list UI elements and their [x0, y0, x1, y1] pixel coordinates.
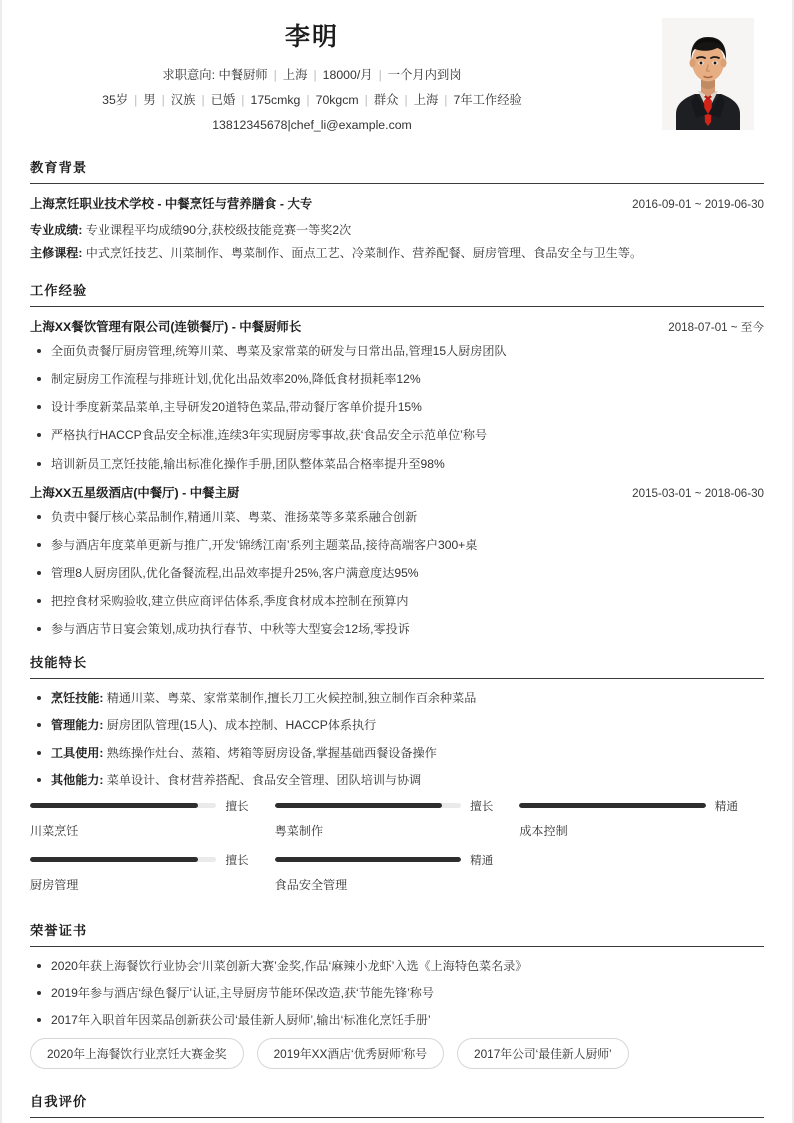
job-objective-label: 求职意向:: [162, 68, 216, 83]
work-bullet: 全面负责餐厅厨房管理,统筹川菜、粤菜及家常菜的研发与日常出品,管理15人厨房团队: [30, 342, 764, 360]
separator: |: [134, 93, 138, 108]
honor-tag[interactable]: 2020年上海餐饮行业烹饪大赛金奖: [30, 1038, 244, 1069]
skill-bar-track: [275, 803, 461, 808]
job-objective-values: [218, 68, 461, 82]
skill-bullet-list: [30, 689, 764, 789]
section-self-evaluation: [2, 1091, 792, 1118]
entry-header: [30, 483, 764, 501]
separator: |: [306, 93, 310, 108]
resume-header: [2, 0, 792, 143]
detail-label: 专业成绩:: [30, 222, 83, 237]
work-heading: 上海XX五星级酒店(中餐厅) - 中餐主厨: [30, 485, 240, 500]
skill-bar-track: [30, 803, 216, 808]
skill-bar-name: 川菜烹饪: [30, 823, 79, 838]
section-title-self-evaluation: 自我评价: [30, 1094, 88, 1110]
work-bullet: 严格执行HACCP食品安全标准,连续3年实现厨房零事故,获‘食品安全示范单位’称号: [30, 426, 764, 444]
honor-bullet: 2020年获上海餐饮行业协会‘川菜创新大赛’金奖,作品‘麻辣小龙虾’入选《上海特色菜名录》: [30, 957, 764, 975]
skill-bar-item: [275, 852, 520, 893]
work-date: 2015-03-01 ~ 2018-06-30: [632, 486, 764, 500]
education-detail-row: [30, 219, 764, 243]
section-divider: [30, 678, 764, 679]
section-title-education: 教育背景: [30, 159, 88, 175]
detail-value: 中式烹饪技艺、川菜制作、粤菜制作、面点工艺、冷菜制作、营养配餐、厨房管理、食品安全与卫生等。: [82, 246, 643, 261]
skill-bar-item: [519, 798, 764, 839]
section-divider: [30, 306, 764, 307]
skill-bullet: [30, 689, 764, 707]
education-heading: 上海烹饪职业技术学校 - 中餐烹饪与营养膳食 - 大专: [30, 196, 313, 211]
skill-bar-track: [30, 857, 216, 862]
skill-bar-fill: [30, 857, 198, 862]
skill-bar-fill: [30, 803, 198, 808]
personal-item: 70kgcm: [315, 93, 359, 108]
skill-bar-item: [30, 798, 275, 839]
work-bullet: 制定厨房工作流程与排班计划,优化出品效率20%,降低食材损耗率12%: [30, 370, 764, 388]
skill-label: 其他能力:: [51, 772, 104, 787]
section-divider: [30, 1117, 764, 1118]
skill-value: 熟练操作灶台、蒸箱、烤箱等厨房设备,掌握基础西餐设备操作: [103, 745, 437, 760]
work-bullet-list: [30, 342, 764, 473]
work-bullet: 参与酒店年度菜单更新与推广,开发‘锦绣江南’系列主题菜品,接待高端客户300+桌: [30, 536, 764, 554]
contact-item: chef_li@example.com: [290, 118, 412, 133]
work-bullet: 参与酒店节日宴会策划,成功执行春节、中秋等大型宴会12场,零投诉: [30, 620, 764, 638]
work-bullet: 负责中餐厅核心菜品制作,精通川菜、粤菜、淮扬菜等多菜系融合创新: [30, 508, 764, 526]
separator: |: [287, 118, 291, 133]
candidate-name: 李明: [284, 23, 339, 51]
personal-item: 汉族: [170, 93, 196, 108]
section-divider: [30, 946, 764, 947]
skill-label: 管理能力:: [51, 718, 104, 733]
section-divider: [30, 183, 764, 184]
personal-item: 7年工作经验: [453, 93, 522, 108]
section-title-honors: 荣誉证书: [30, 922, 88, 938]
work-bullet: 管理8人厨房团队,优化备餐流程,出品效率提升25%,客户满意度达95%: [30, 564, 764, 582]
separator: |: [404, 93, 408, 108]
separator: |: [444, 93, 448, 108]
skill-bar-list: [30, 798, 764, 906]
skill-bar-row: [275, 852, 494, 868]
skill-bar-row: [30, 852, 249, 868]
separator: |: [273, 68, 277, 83]
honor-bullet: 2019年参与酒店‘绿色餐厅’认证,主导厨房节能环保改造,获‘节能先锋’称号: [30, 984, 764, 1002]
objective-item: 一个月内到岗: [387, 68, 462, 83]
avatar-illustration: [662, 18, 754, 130]
personal-info-line: [30, 91, 594, 110]
skill-value: 菜单设计、食材营养搭配、食品安全管理、团队培训与协调: [103, 772, 422, 787]
work-bullet: 设计季度新菜品菜单,主导研发20道特色菜品,带动餐厅客单价提升15%: [30, 398, 764, 416]
skill-bar-track: [519, 803, 705, 808]
personal-item: 男: [143, 93, 156, 108]
skill-value: 精通川菜、粤菜、家常菜制作,擅长刀工火候控制,独立制作百余种菜品: [103, 691, 477, 706]
skill-bar-row: [275, 798, 494, 814]
skill-bar-fill: [519, 803, 705, 808]
detail-label: 主修课程:: [30, 246, 83, 261]
personal-item: 175cmkg: [250, 93, 301, 108]
work-date: 2018-07-01 ~ 至今: [668, 320, 764, 334]
honor-tag[interactable]: 2019年XX酒店‘优秀厨师’称号: [257, 1038, 444, 1069]
skill-bar-name: 成本控制: [519, 823, 568, 838]
education-date: 2016-09-01 ~ 2019-06-30: [632, 197, 764, 211]
work-bullet: 把控食材采购验收,建立供应商评估体系,季度食材成本控制在预算内: [30, 592, 764, 610]
skill-bullet: [30, 771, 764, 789]
skill-label: 工具使用:: [51, 745, 104, 760]
section-work-experience: [2, 280, 792, 638]
skill-bar-level: 擅长: [225, 799, 249, 813]
skill-bar-name: 食品安全管理: [274, 877, 348, 892]
work-bullet-list: [30, 508, 764, 639]
skill-bar-fill: [275, 803, 443, 808]
skill-bar-row: [30, 798, 249, 814]
skill-bar-row: [519, 798, 738, 814]
contact-item: 13812345678: [212, 118, 288, 133]
job-objective-line: [30, 66, 594, 85]
education-detail-row: [30, 242, 764, 266]
work-entry-list: [30, 317, 764, 638]
objective-item: 18000/月: [322, 68, 373, 83]
honor-bullet: 2017年入职首年因菜品创新获公司‘最佳新人厨师’,输出‘标准化烹饪手册’: [30, 1011, 764, 1029]
work-heading: 上海XX餐饮管理有限公司(连锁餐厅) - 中餐厨师长: [30, 319, 302, 334]
personal-item: 上海: [413, 93, 439, 108]
education-entry-list: [30, 194, 764, 266]
separator: |: [313, 68, 317, 83]
objective-item: 中餐厨师: [218, 68, 268, 83]
contact-info-line: [30, 116, 594, 134]
skill-bar-item: [275, 798, 520, 839]
skill-label: 烹饪技能:: [51, 691, 104, 706]
skill-bar-level: 精通: [714, 799, 738, 813]
section-title-skills: 技能特长: [30, 655, 88, 671]
separator: |: [201, 93, 205, 108]
skill-bullet: [30, 716, 764, 734]
skill-bar-track: [275, 857, 461, 862]
section-title-work: 工作经验: [30, 282, 88, 298]
skill-bar-level: 精通: [470, 853, 494, 867]
personal-item: 群众: [373, 93, 399, 108]
personal-item: 35岁: [102, 93, 129, 108]
detail-value: 专业课程平均成绩90分,获校级技能竞赛一等奖2次: [82, 222, 352, 237]
personal-item: 已婚: [210, 93, 236, 108]
skill-bar-level: 擅长: [470, 799, 494, 813]
separator: |: [161, 93, 165, 108]
entry-header: [30, 194, 764, 212]
honor-bullet-list: [30, 957, 764, 1029]
separator: |: [364, 93, 368, 108]
skill-bar-fill: [275, 857, 461, 862]
separator: |: [241, 93, 245, 108]
objective-item: 上海: [282, 68, 308, 83]
skill-bar-level: 擅长: [225, 853, 249, 867]
section-honors: [2, 920, 792, 1077]
skill-bar-name: 粤菜制作: [274, 823, 324, 838]
work-entry: [30, 317, 764, 473]
header-text-block: [30, 22, 764, 135]
skill-bullet: [30, 744, 764, 762]
education-entry: [30, 194, 764, 266]
skill-bar-item: [30, 852, 275, 893]
section-education: [2, 157, 792, 266]
skill-bar-name: 厨房管理: [30, 877, 79, 892]
avatar: [662, 18, 754, 130]
work-entry: [30, 483, 764, 639]
work-bullet: 培训新员工烹饪技能,输出标准化操作手册,团队整体菜品合格率提升至98%: [30, 455, 764, 473]
separator: |: [378, 68, 382, 83]
entry-header: [30, 317, 764, 335]
section-skills: [2, 652, 792, 906]
honor-tag-list: [30, 1038, 764, 1077]
skill-value: 厨房团队管理(15人)、成本控制、HACCP体系执行: [103, 718, 377, 733]
honor-tag[interactable]: 2017年公司‘最佳新人厨师’: [457, 1038, 629, 1069]
